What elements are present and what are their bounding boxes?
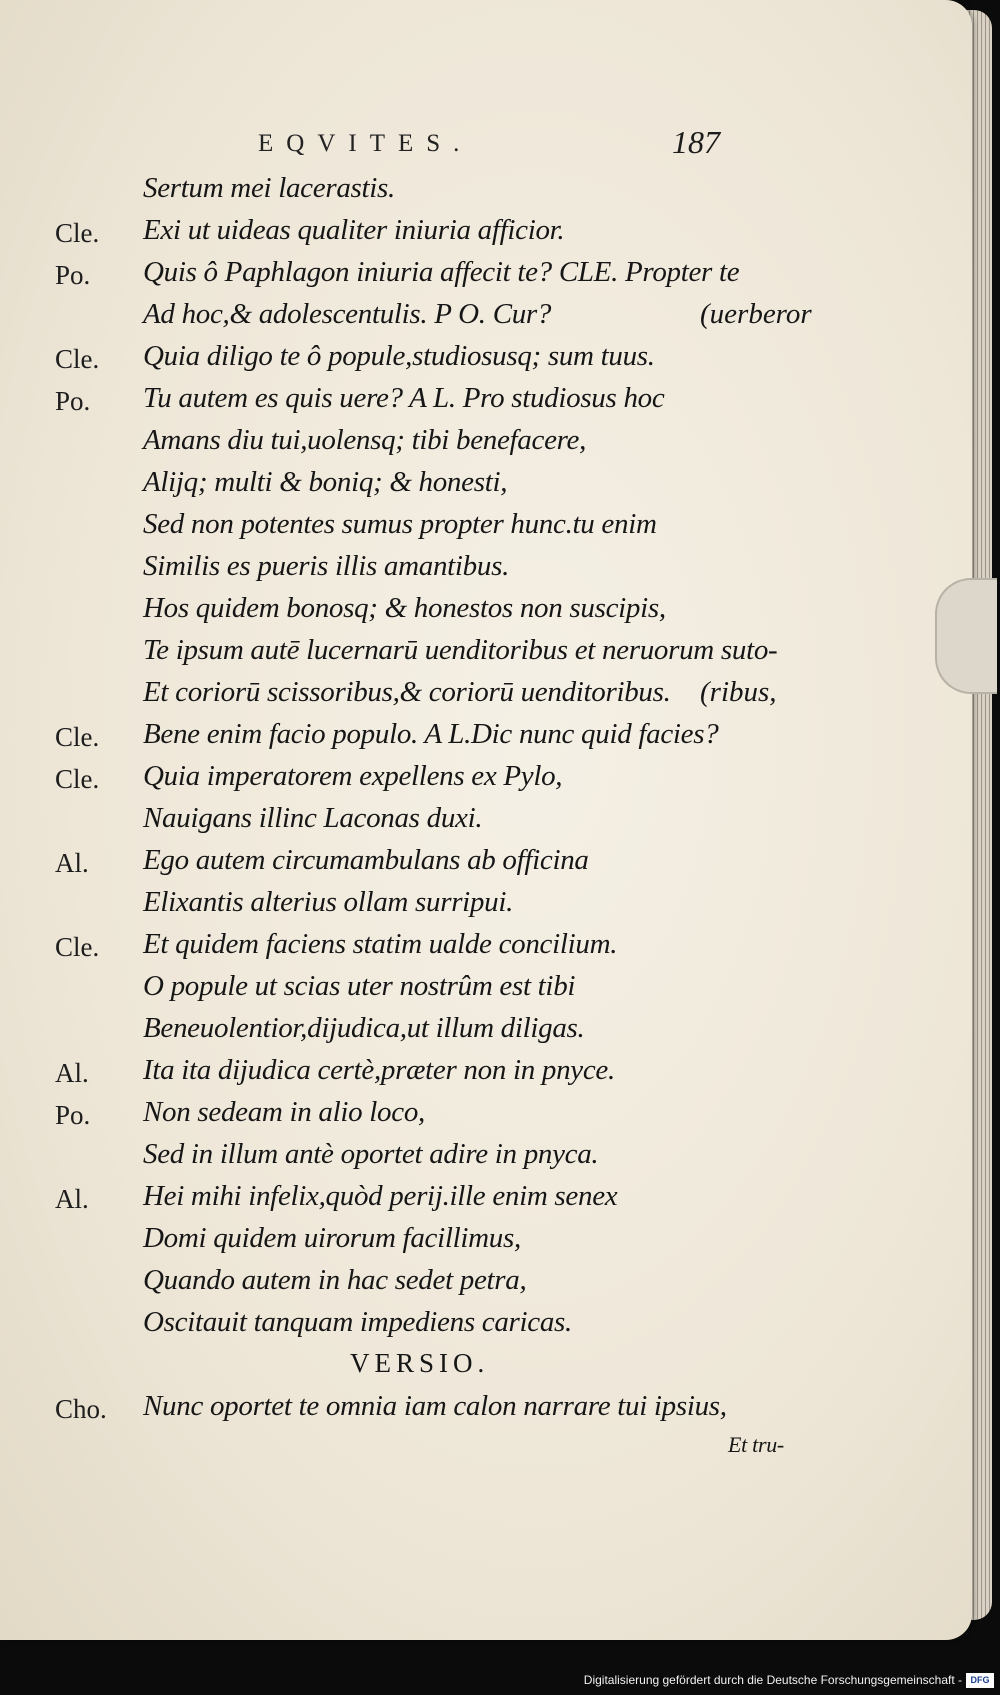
- verse-text: O popule ut scias uter nostrûm est tibi: [143, 970, 576, 1002]
- verse-line: [0, 1096, 972, 1138]
- verse-text: Alijq; multi & boniq; & honesti,: [143, 466, 508, 498]
- speaker-label: Al.: [55, 1058, 89, 1088]
- verse-text: Sertum mei lacerastis.: [143, 172, 395, 204]
- verse-text: Beneuolentior,dijudica,ut illum diligas.: [143, 1012, 585, 1044]
- verse-line: [0, 382, 972, 424]
- verse-line: [0, 1054, 972, 1096]
- verse-line: [0, 256, 972, 298]
- verse-line: [0, 298, 972, 340]
- verse-text: Oscitauit tanquam impediens caricas.: [143, 1306, 572, 1338]
- verse-line: [0, 1390, 972, 1432]
- speaker-label: Po.: [55, 260, 91, 290]
- line-runover: (ribus,: [700, 676, 777, 708]
- verse-text: Te ipsum autē lucernarū uenditoribus et neruorum suto-: [143, 634, 778, 666]
- dfg-logo: DFG: [966, 1673, 994, 1688]
- verse-line: [0, 886, 972, 928]
- section-title: [0, 1348, 972, 1390]
- verse-line: [0, 802, 972, 844]
- verse-line: [0, 592, 972, 634]
- speaker-label: Po.: [55, 386, 91, 416]
- verse-text: Similis es pueris illis amantibus.: [143, 550, 510, 582]
- verse-text-block: [0, 172, 972, 1474]
- verse-line: [0, 1222, 972, 1264]
- verse-line: [0, 1306, 972, 1348]
- verse-text: Hos quidem bonosq; & honestos non suscipis,: [143, 592, 666, 624]
- verse-text: Et coriorū scissoribus,& coriorū uenditoribus.: [143, 676, 671, 708]
- verse-line: [0, 172, 972, 214]
- verse-text: Amans diu tui,uolensq; tibi benefacere,: [143, 424, 587, 456]
- verse-text: Bene enim facio populo. A L.Dic nunc quid facies?: [143, 718, 719, 750]
- page-header: [0, 124, 972, 170]
- verse-text: Quia diligo te ô popule,studiosusq; sum tuus.: [143, 340, 655, 372]
- verse-text: Hei mihi infelix,quòd perij.ille enim senex: [143, 1180, 618, 1212]
- speaker-label: Cho.: [55, 1394, 107, 1424]
- speaker-label: Cle.: [55, 344, 100, 374]
- verse-line: [0, 928, 972, 970]
- verse-line: [0, 1138, 972, 1180]
- speaker-label: Po.: [55, 1100, 91, 1130]
- footer-bar: [0, 1661, 1000, 1695]
- verse-text: Elixantis alterius ollam surripui.: [143, 886, 514, 918]
- speaker-label: Cle.: [55, 932, 100, 962]
- verse-text: Quando autem in hac sedet petra,: [143, 1264, 527, 1296]
- verse-line: [0, 1264, 972, 1306]
- verse-text: Tu autem es quis uere? A L. Pro studiosus hoc: [143, 382, 665, 414]
- verse-line: [0, 424, 972, 466]
- verse-line: [0, 466, 972, 508]
- catchword: [0, 1432, 972, 1474]
- verse-text: Nauigans illinc Laconas duxi.: [143, 802, 483, 834]
- line-runover: (uerberor: [700, 298, 812, 330]
- verse-line: [0, 718, 972, 760]
- verse-text: VERSIO.: [350, 1348, 490, 1378]
- verse-line: [0, 508, 972, 550]
- speaker-label: Cle.: [55, 764, 100, 794]
- verse-text: Ad hoc,& adolescentulis. P O. Cur?: [143, 298, 552, 330]
- verse-text: Exi ut uideas qualiter iniuria afficior.: [143, 214, 565, 246]
- verse-line: [0, 1012, 972, 1054]
- running-head: EQVITES.: [258, 130, 473, 157]
- verse-line: [0, 634, 972, 676]
- verse-line: [0, 970, 972, 1012]
- verse-text: Quia imperatorem expellens ex Pylo,: [143, 760, 563, 792]
- verse-text: Ego autem circumambulans ab officina: [143, 844, 589, 876]
- verse-line: [0, 676, 972, 718]
- verse-line: [0, 1180, 972, 1222]
- verse-line: [0, 340, 972, 382]
- verse-text: Quis ô Paphlagon iniuria affecit te? CLE. Propter te: [143, 256, 740, 288]
- page-number: 187: [672, 124, 720, 160]
- verse-text: Sed non potentes sumus propter hunc.tu enim: [143, 508, 657, 540]
- verse-line: [0, 550, 972, 592]
- speaker-label: Cle.: [55, 722, 100, 752]
- verse-text: Et tru-: [728, 1432, 784, 1457]
- verse-line: [0, 214, 972, 256]
- speaker-label: Cle.: [55, 218, 100, 248]
- verse-text: Ita ita dijudica certè,præter non in pnyce.: [143, 1054, 615, 1086]
- verse-text: Sed in illum antè oportet adire in pnyca.: [143, 1138, 599, 1170]
- speaker-label: Al.: [55, 1184, 89, 1214]
- verse-line: [0, 760, 972, 802]
- verse-text: Et quidem faciens statim ualde concilium.: [143, 928, 618, 960]
- speaker-label: Al.: [55, 848, 89, 878]
- verse-text: Nunc oportet te omnia iam calon narrare tui ipsius,: [143, 1390, 727, 1422]
- digitization-credit: Digitalisierung gefördert durch die Deutsche Forschungsgemeinschaft -: [583, 1673, 962, 1687]
- verse-text: Domi quidem uirorum facillimus,: [143, 1222, 521, 1254]
- verse-line: [0, 844, 972, 886]
- verse-text: Non sedeam in alio loco,: [143, 1096, 425, 1128]
